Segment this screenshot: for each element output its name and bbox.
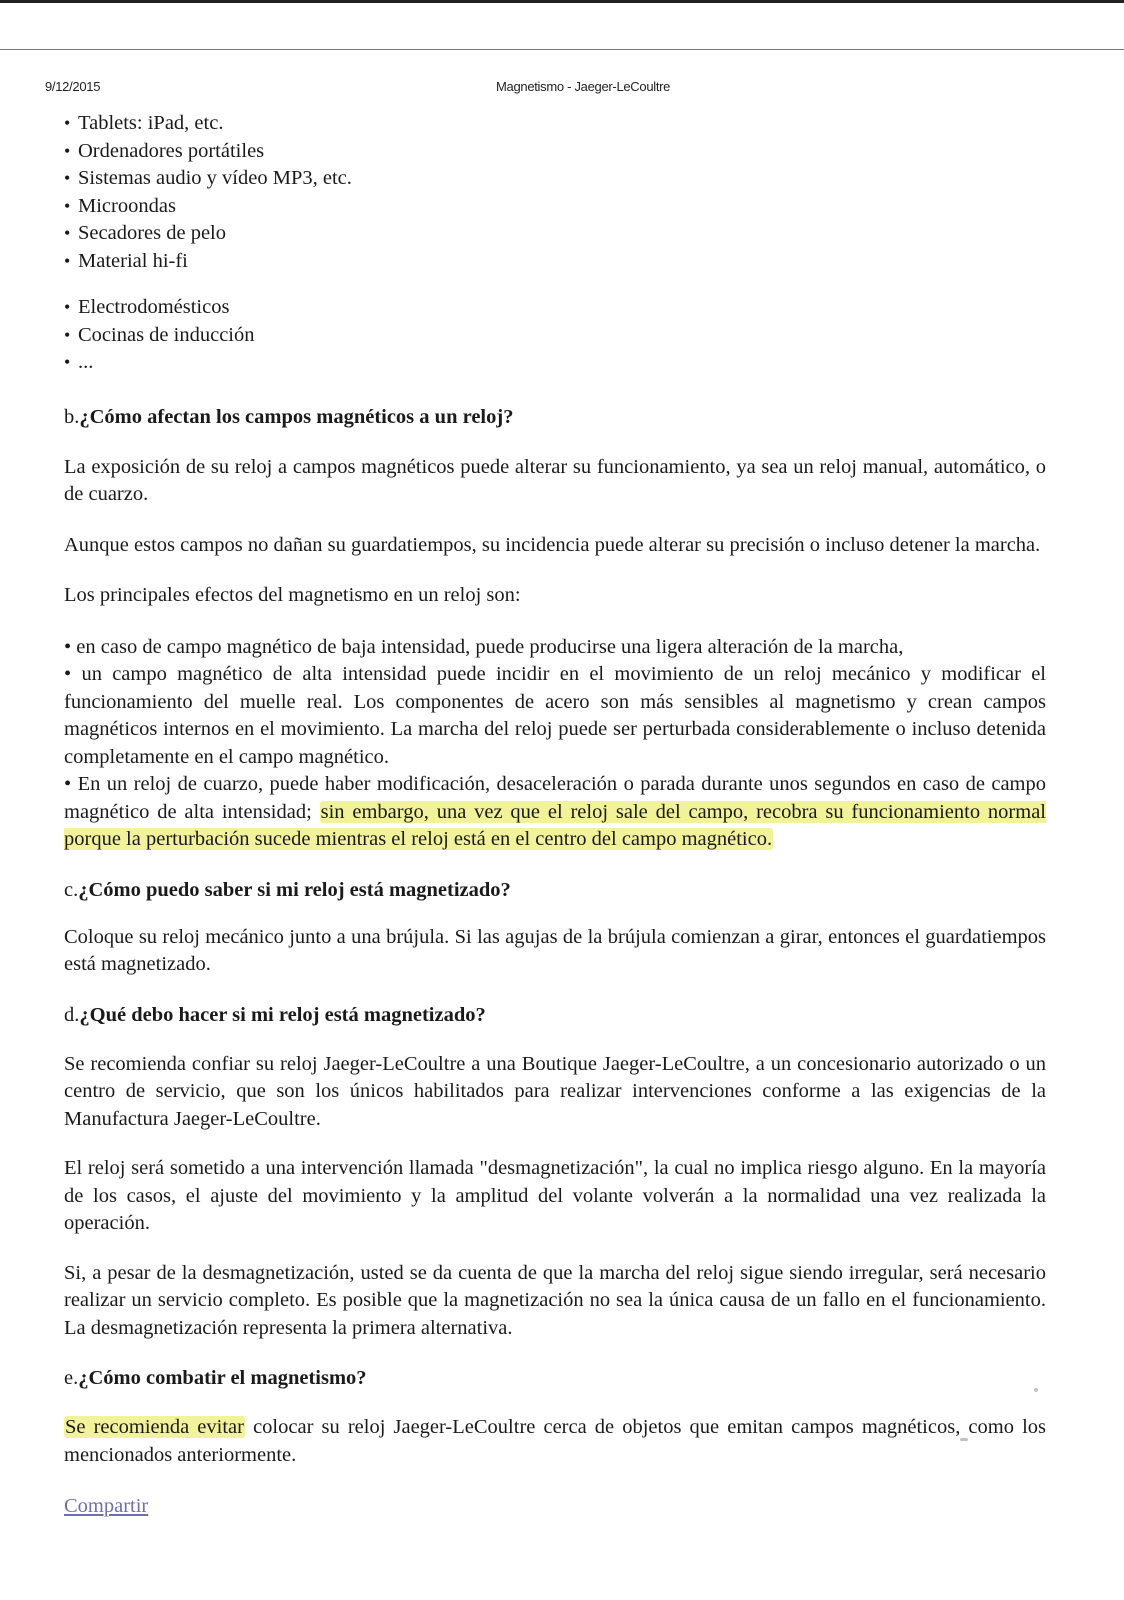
list-item: • Ordenadores portátiles: [64, 138, 1046, 166]
share-link[interactable]: Compartir: [64, 1495, 149, 1517]
list-item: • Electrodomésticos: [64, 294, 1046, 322]
magnetism-effects: [64, 634, 1046, 854]
section-c-paragraph-1: Coloque su reloj mecánico junto a una brújula. Si las agujas de la brújula comienzan a girar, entonces el guardatiempos está magnetizado.: [64, 925, 1046, 975]
effect-item: • un campo magnético de alta intensidad puede incidir en el movimiento de un reloj mecánico y modificar el funcionamiento del muelle real. Los componentes de acero son más sensibles al magnetismo y crean campos magnéticos internos en el movimiento. La marcha del reloj puede ser perturbada considerablemente o incluso detenida completamente en el campo magnético.: [64, 663, 1046, 768]
section-prefix: d.: [64, 1003, 80, 1026]
list-item: • Sistemas audio y vídeo MP3, etc.: [64, 165, 1046, 193]
devices-list-2: [64, 294, 1046, 377]
section-question: ¿Cómo combatir el magnetismo?: [78, 1367, 367, 1389]
section-question: ¿Cómo puedo saber si mi reloj está magnetizado?: [78, 878, 511, 901]
highlighted-text: sin embargo, una vez que el reloj sale del campo, recobra su funcionamiento normal porque la perturbación sucede mientras el reloj está en el centro del campo magnético.: [64, 800, 1046, 850]
list-item: • Material hi-fi: [64, 248, 1046, 276]
section-b-paragraph-3: Los principales efectos del magnetismo en un reloj son:: [64, 584, 521, 606]
section-b-heading: [64, 403, 1046, 431]
section-prefix: b.: [64, 405, 80, 428]
list-item: • ...: [64, 349, 1046, 377]
highlighted-text: Se recomienda evitar: [65, 1416, 244, 1438]
document-body: [64, 110, 1046, 1521]
section-e-paragraph-1: [64, 1414, 1046, 1469]
effect-item: [64, 771, 1046, 854]
section-prefix: c.: [64, 878, 79, 901]
section-question: ¿Cómo afectan los campos magnéticos a un reloj?: [79, 405, 514, 428]
list-item: • Tablets: iPad, etc.: [64, 110, 1046, 138]
list-item: • Secadores de pelo: [64, 220, 1046, 248]
section-b-paragraph-2: Aunque estos campos no dañan su guardatiempos, su incidencia puede alterar su precisión o incluso detener la marcha.: [64, 533, 1041, 556]
effect-text: • En un reloj de cuarzo, puede haber modificación, desaceleración o parada durante unos segundos en caso de campo magnético de alta intensidad;: [64, 773, 1046, 823]
print-date: 9/12/2015: [45, 79, 101, 94]
scan-speck: [1034, 1388, 1038, 1392]
paragraph-text: colocar su reloj Jaeger-LeCoultre cerca de objetos que emitan campos magnéticos, como los mencionados anteriormente.: [64, 1416, 1046, 1466]
list-item: • Microondas: [64, 193, 1046, 221]
section-d-paragraph-3: Si, a pesar de la desmagnetización, usted se da cuenta de que la marcha del reloj sigue siendo irregular, será necesario realizar un servicio completo. Es posible que la magnetización no sea la única causa de un fallo en el funcionamiento. La desmagnetización representa la primera alternativa.: [64, 1261, 1046, 1339]
section-d-paragraph-1: Se recomienda confiar su reloj Jaeger-LeCoultre a una Boutique Jaeger-LeCoultre, a un concesionario autorizado o un centro de servicio, que son los únicos habilitados para realizar intervenciones conforme a las exigencias de la Manufactura Jaeger-LeCoultre.: [64, 1052, 1046, 1130]
effect-item: • en caso de campo magnético de baja intensidad, puede producirse una ligera alteración de la marcha,: [64, 635, 904, 658]
scan-speck: [960, 1438, 968, 1441]
print-page-title: Magnetismo - Jaeger-LeCoultre: [496, 79, 671, 94]
section-question: ¿Qué debo hacer si mi reloj está magnetizado?: [79, 1003, 486, 1026]
section-b-paragraph-1: La exposición de su reloj a campos magnéticos puede alterar su funcionamiento, ya sea un reloj manual, automático, o de cuarzo.: [64, 455, 1046, 505]
section-e-heading: [64, 1364, 1046, 1392]
list-item: • Cocinas de inducción: [64, 322, 1046, 350]
devices-list-1: [64, 110, 1046, 275]
scan-top-edge: [0, 0, 1124, 3]
section-d-heading: [64, 1001, 1046, 1029]
section-prefix: e.: [64, 1367, 79, 1389]
scan-rule-line: [0, 49, 1124, 50]
section-d-paragraph-2: El reloj será sometido a una intervención llamada "desmagnetización", la cual no implica riesgo alguno. En la mayoría de los casos, el ajuste del movimiento y la amplitud del volante volverán a la normalidad una vez realizada la operación.: [64, 1157, 1046, 1234]
section-c-heading: [64, 876, 1046, 904]
